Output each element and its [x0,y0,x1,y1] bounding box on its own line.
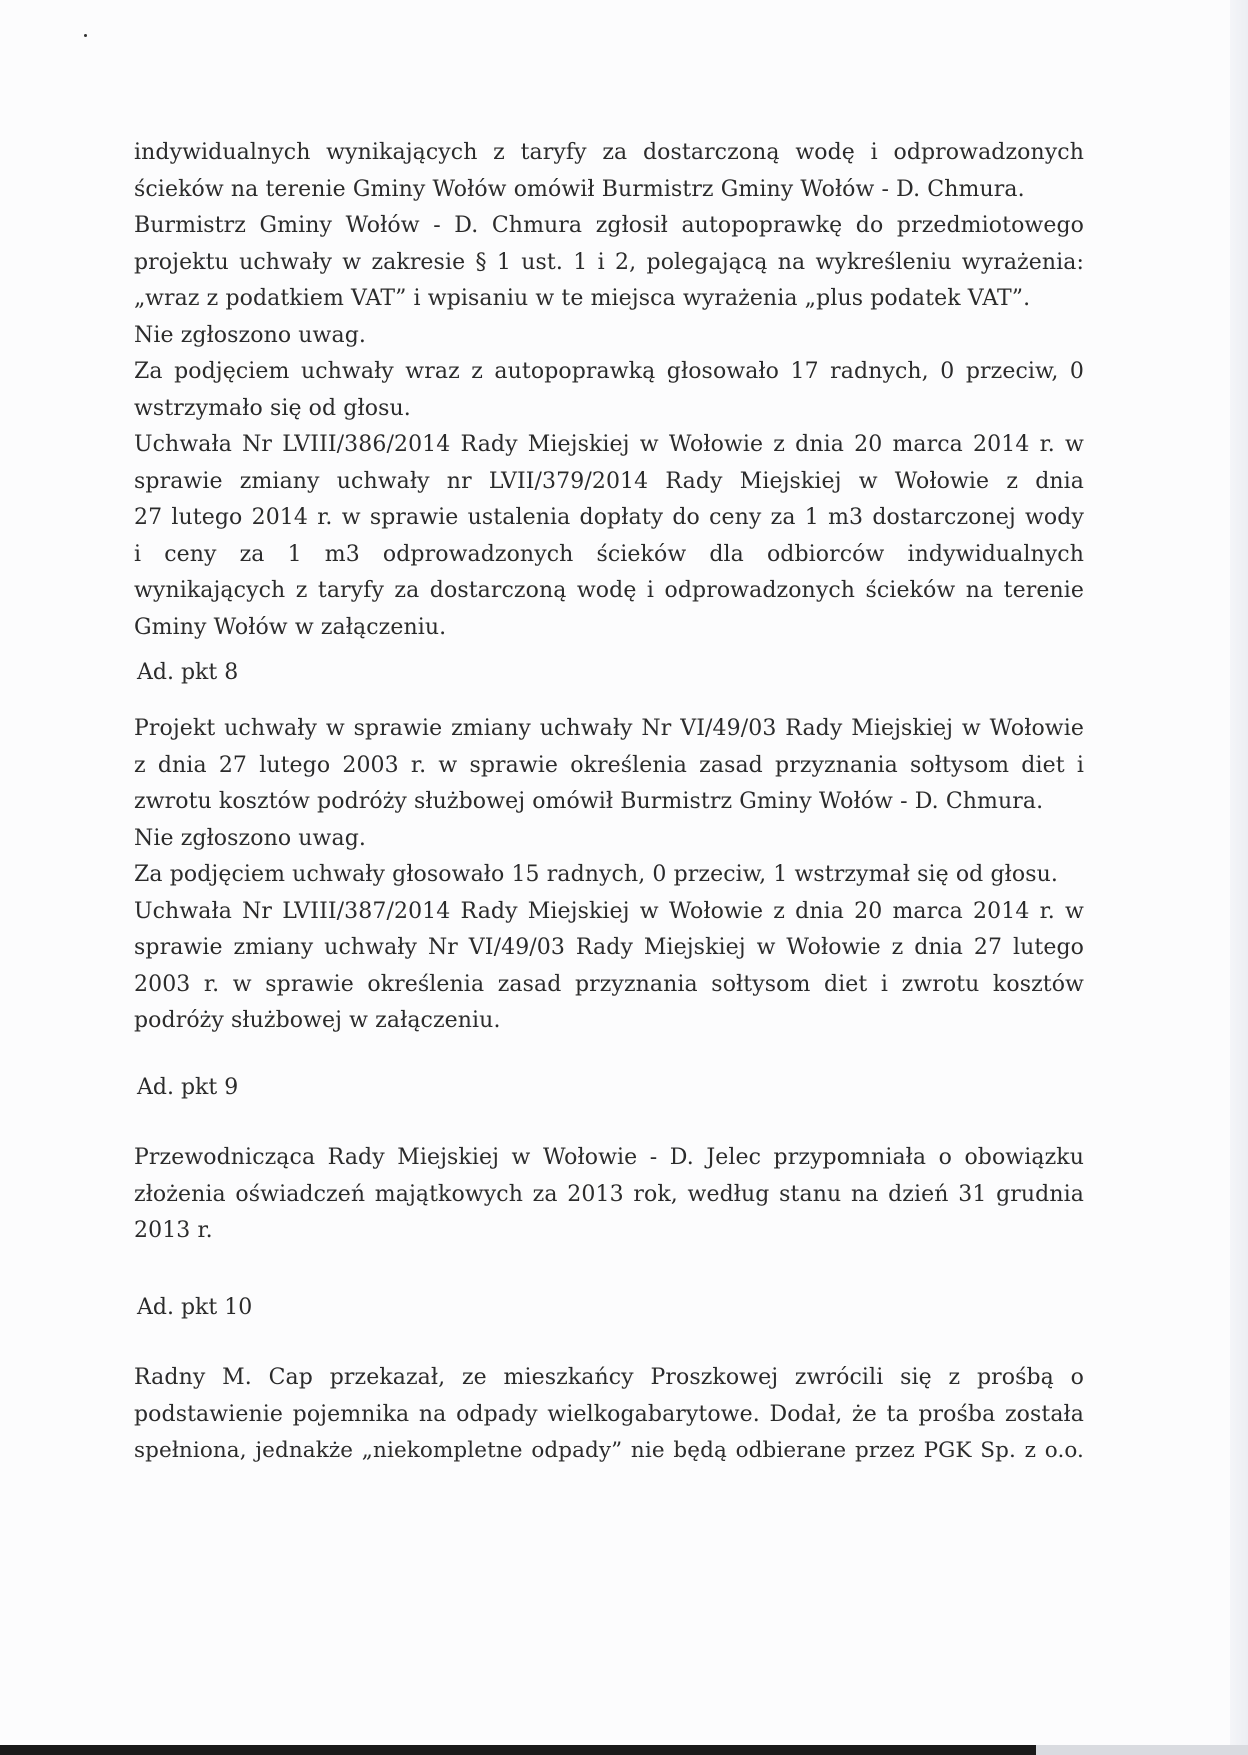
text-line: Nie zgłoszono uwag. [134,322,366,348]
text-line: 27 lutego 2014 r. w sprawie ustalenia dopłaty do ceny za 1 m3 dostarczonej wody [134,505,1084,530]
section-heading-pkt9: Ad. pkt 9 [137,1075,239,1100]
text-line: Za podjęciem uchwały głosowało 15 radnych, 0 przeciw, 1 wstrzymał się od głosu. [134,862,1058,887]
scan-speck [84,34,87,37]
text-line: wynikających z taryfy za dostarczoną wodę i odprowadzonych ścieków na terenie [134,578,1084,603]
text-line: 2003 r. w sprawie określenia zasad przyznania sołtysom diet i zwrotu kosztów [134,971,1084,997]
text-line: podstawienie pojemnika na odpady wielkogabarytowe. Dodał, że ta prośba została [134,1401,1084,1427]
text-line: spełniona, jednakże „niekompletne odpady” nie będą odbierane przez PGK Sp. z o.o. [134,1438,1084,1463]
paragraph-block-4 [134,1360,1084,1470]
text-line: podróży służbowej w załączeniu. [134,1008,501,1033]
text-line: ścieków na terenie Gminy Wołów omówił Burmistrz Gminy Wołów - D. Chmura. [134,176,1025,202]
text-line: Nie zgłoszono uwag. [134,825,366,851]
section-heading-pkt8: Ad. pkt 8 [137,660,239,685]
text-line: i ceny za 1 m3 odprowadzonych ścieków dla odbiorców indywidualnych [134,541,1084,567]
text-line: „wraz z podatkiem VAT” i wpisaniu w te miejsca wyrażenia „plus podatek VAT”. [134,286,1031,311]
text-line: Radny M. Cap przekazał, ze mieszkańcy Proszkowej zwrócili się z prośbą o [134,1365,1084,1390]
paragraph-block-3 [134,1140,1084,1250]
paragraph-block-2 [134,711,1084,1040]
text-line: projektu uchwały w zakresie § 1 ust. 1 i 2, polegającą na wykreśleniu wyrażenia: [134,249,1084,275]
text-line: z dnia 27 lutego 2003 r. w sprawie określenia zasad przyznania sołtysom diet i [134,752,1084,778]
text-line: Uchwała Nr LVIII/387/2014 Rady Miejskiej w Wołowie z dnia 20 marca 2014 r. w [134,898,1084,924]
text-line: Uchwała Nr LVIII/386/2014 Rady Miejskiej w Wołowie z dnia 20 marca 2014 r. w [134,432,1084,457]
section-heading-pkt10: Ad. pkt 10 [137,1295,253,1320]
text-line: Za podjęciem uchwały wraz z autopoprawką głosowało 17 radnych, 0 przeciw, 0 [134,359,1084,384]
text-line: sprawie zmiany uchwały Nr VI/49/03 Rady Miejskiej w Wołowie z dnia 27 lutego [134,935,1084,960]
text-line: zwrotu kosztów podróży służbowej omówił Burmistrz Gminy Wołów - D. Chmura. [134,789,1044,814]
paragraph-block-1 [134,135,1084,646]
text-line: wstrzymało się od głosu. [134,395,411,421]
text-line: indywidualnych wynikających z taryfy za dostarczoną wodę i odprowadzonych [134,140,1084,165]
text-line: Burmistrz Gminy Wołów - D. Chmura zgłosił autopoprawkę do przedmiotowego [134,213,1084,238]
text-line: złożenia oświadczeń majątkowych za 2013 rok, według stanu na dzień 31 grudnia [134,1181,1084,1207]
text-line: sprawie zmiany uchwały nr LVII/379/2014 Rady Miejskiej w Wołowie z dnia [134,468,1084,494]
scan-edge-right [1230,0,1248,1755]
text-line: Przewodnicząca Rady Miejskiej w Wołowie - D. Jelec przypomniała o obowiązku [134,1145,1084,1170]
text-line: Projekt uchwały w sprawie zmiany uchwały Nr VI/49/03 Rady Miejskiej w Wołowie [134,716,1084,741]
scan-edge-bottom [0,1745,1248,1755]
text-line: Gminy Wołów w załączeniu. [134,614,447,640]
text-line: 2013 r. [134,1218,213,1243]
